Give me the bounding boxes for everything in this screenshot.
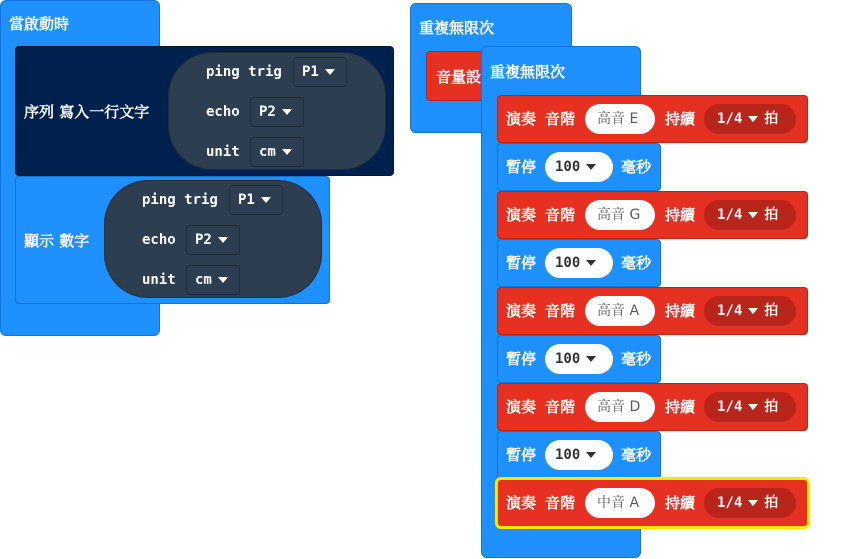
note-input[interactable]: 中音 A <box>585 488 655 518</box>
pause-label: 暫停 <box>506 158 537 176</box>
forever-label: 重複無限次 <box>490 63 566 81</box>
ms-unit-label: 毫秒 <box>621 158 652 176</box>
pause-ms-dropdown[interactable] <box>545 152 613 182</box>
echo-pin-dropdown[interactable]: P2 <box>186 225 240 255</box>
beat-unit: 拍 <box>764 303 779 319</box>
beat-value: 1/4 <box>717 111 743 127</box>
chevron-down-icon <box>261 197 271 203</box>
ms-unit-label: 毫秒 <box>621 446 652 464</box>
tone-label: 音階 <box>545 398 576 416</box>
show-number-label: 顯示 數字 <box>24 232 90 250</box>
beat-value: 1/4 <box>717 399 743 415</box>
beat-unit: 拍 <box>764 399 779 415</box>
chevron-down-icon <box>586 260 596 266</box>
chevron-down-icon <box>218 237 228 243</box>
ms-value: 100 <box>555 447 581 463</box>
chevron-down-icon <box>282 149 292 155</box>
note-input[interactable]: 高音 D <box>585 392 655 422</box>
unit-label: unit <box>206 144 240 160</box>
beat-dropdown[interactable] <box>704 200 796 230</box>
play-label: 演奏 <box>506 398 537 416</box>
pause-label: 暫停 <box>506 350 537 368</box>
unit-dropdown[interactable]: cm <box>250 137 304 167</box>
on-start-label: 當啟動時 <box>9 15 70 33</box>
duration-label: 持續 <box>665 398 696 416</box>
pause-label: 暫停 <box>506 446 537 464</box>
play-label: 演奏 <box>506 302 537 320</box>
set-volume-label: 音量設 <box>436 68 482 86</box>
ms-value: 100 <box>555 255 581 271</box>
ms-unit-label: 毫秒 <box>621 350 652 368</box>
chevron-down-icon <box>748 500 758 506</box>
ms-unit-label: 毫秒 <box>621 254 652 272</box>
note-input[interactable]: 高音 E <box>585 104 655 134</box>
beat-unit: 拍 <box>764 495 779 511</box>
chevron-down-icon <box>282 109 292 115</box>
trig-pin-dropdown[interactable]: P1 <box>293 57 347 87</box>
beat-dropdown[interactable] <box>704 104 796 134</box>
tone-label: 音階 <box>545 494 576 512</box>
beat-dropdown[interactable] <box>704 392 796 422</box>
play-label: 演奏 <box>506 206 537 224</box>
ping-trig-label: ping trig <box>142 192 218 208</box>
chevron-down-icon <box>325 69 335 75</box>
tone-label: 音階 <box>545 302 576 320</box>
pause-label: 暫停 <box>506 254 537 272</box>
beat-value: 1/4 <box>717 303 743 319</box>
pause-ms-dropdown[interactable] <box>545 440 613 470</box>
note-input[interactable]: 高音 A <box>585 296 655 326</box>
tone-label: 音階 <box>545 110 576 128</box>
ms-value: 100 <box>555 159 581 175</box>
trig-pin-dropdown[interactable]: P1 <box>229 185 283 215</box>
echo-label: echo <box>206 104 240 120</box>
duration-label: 持續 <box>665 110 696 128</box>
duration-label: 持續 <box>665 206 696 224</box>
chevron-down-icon <box>586 164 596 170</box>
beat-unit: 拍 <box>764 111 779 127</box>
chevron-down-icon <box>748 116 758 122</box>
chevron-down-icon <box>748 212 758 218</box>
forever-label-back: 重複無限次 <box>419 19 495 37</box>
pause-ms-dropdown[interactable] <box>545 248 613 278</box>
echo-pin-dropdown[interactable]: P2 <box>250 97 304 127</box>
beat-value: 1/4 <box>717 207 743 223</box>
duration-label: 持續 <box>665 494 696 512</box>
chevron-down-icon <box>586 356 596 362</box>
beat-unit: 拍 <box>764 207 779 223</box>
serial-write-line-label: 序列 寫入一行文字 <box>24 103 150 121</box>
chevron-down-icon <box>586 452 596 458</box>
chevron-down-icon <box>748 308 758 314</box>
play-label: 演奏 <box>506 110 537 128</box>
ms-value: 100 <box>555 351 581 367</box>
note-input[interactable]: 高音 G <box>585 200 655 230</box>
unit-dropdown[interactable]: cm <box>186 265 240 295</box>
pause-ms-dropdown[interactable] <box>545 344 613 374</box>
beat-dropdown[interactable] <box>704 296 796 326</box>
duration-label: 持續 <box>665 302 696 320</box>
chevron-down-icon <box>218 277 228 283</box>
tone-label: 音階 <box>545 206 576 224</box>
beat-dropdown[interactable] <box>704 488 796 518</box>
play-label: 演奏 <box>506 494 537 512</box>
beat-value: 1/4 <box>717 495 743 511</box>
unit-label: unit <box>142 272 176 288</box>
chevron-down-icon <box>748 404 758 410</box>
ping-trig-label: ping trig <box>206 64 282 80</box>
echo-label: echo <box>142 232 176 248</box>
